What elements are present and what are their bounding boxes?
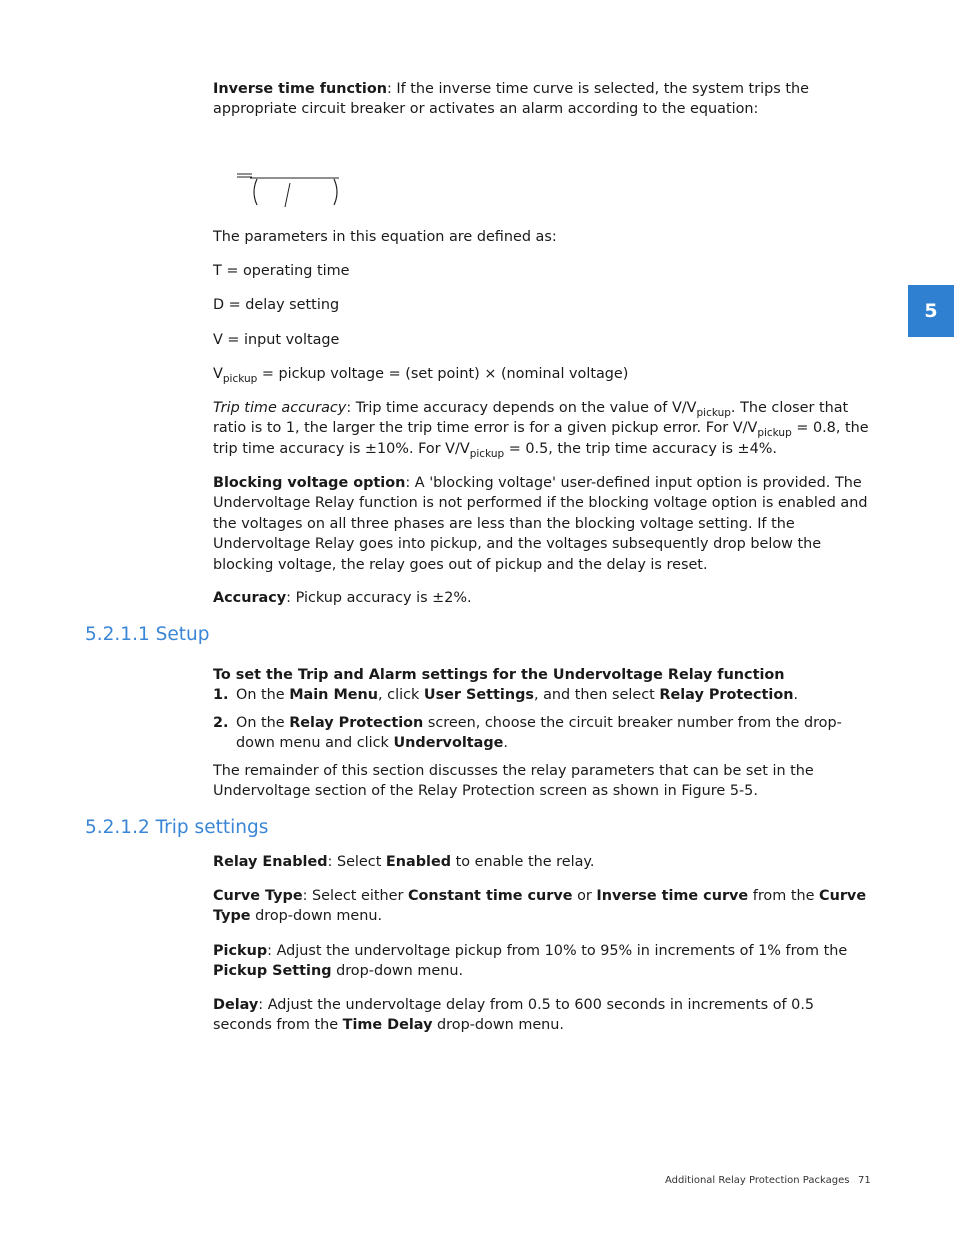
curve-type-constant: Constant time curve <box>407 888 573 904</box>
relay-enabled-b: Enabled <box>385 854 452 870</box>
setup-heading: 5.2.1.1 Setup <box>85 624 210 645</box>
vpickup-rest: = pickup voltage = (set point) × (nominal voltage) <box>257 366 629 382</box>
blocking-term: Blocking voltage option <box>213 475 406 491</box>
blocking-text: : A 'blocking voltage' user-defined input option is provided. The Undervoltage Relay function is not performed if the blocking voltage option is enabled and the voltages on all three phases are less than the blocking voltage setting. If the Undervoltage Relay goes into pickup, and the voltages subsequently drop below the blocking voltage, the relay goes out of pickup and the delay is reset. <box>213 475 868 573</box>
trip-accuracy-p4: = 0.5, the trip time accuracy is ±4%. <box>504 440 777 457</box>
curve-type-a: : Select either <box>302 888 408 904</box>
step-1-main-menu: Main Menu <box>289 687 379 703</box>
curve-type-inverse: Inverse time curve <box>596 888 749 904</box>
accuracy-term: Accuracy <box>213 590 287 606</box>
step-1-relay-protection: Relay Protection <box>659 687 794 703</box>
trip-accuracy-p3: = 0.8, the trip time accuracy is ±10%. For V/V <box>213 420 869 457</box>
curve-type-menu: Curve Type <box>213 888 867 925</box>
procedure-title <box>213 665 873 685</box>
relay-enabled-c: to enable the relay. <box>451 854 595 870</box>
curve-type-paragraph <box>213 886 873 927</box>
pickup-a: : Adjust the undervoltage pickup from 10% to 95% in increments of 1% from the <box>267 943 848 959</box>
vpickup-v: V <box>213 366 223 382</box>
inverse-term: Inverse time function <box>213 81 387 97</box>
pickup-term: Pickup <box>213 943 268 959</box>
relay-enabled-paragraph <box>213 852 873 872</box>
param-vpickup <box>213 364 873 384</box>
inverse-text: : If the inverse time curve is selected, the system trips the appropriate circuit breaker or activates an alarm according to the equation: <box>213 81 809 118</box>
trip-settings-heading: 5.2.1.2 Trip settings <box>85 817 269 838</box>
step-2-c: screen, choose the circuit breaker number from the drop-down menu and click <box>236 715 842 752</box>
curve-type-term: Curve Type <box>213 888 303 904</box>
step-2-d: . <box>503 735 508 752</box>
chapter-tab: 5 <box>908 285 954 337</box>
trip-accuracy-paragraph <box>213 398 873 459</box>
step-1-d: , and then select <box>533 687 660 703</box>
equation-graphic <box>232 165 347 210</box>
page-number: 71 <box>858 1175 871 1186</box>
trip-accuracy-term: Trip time accuracy <box>213 400 347 416</box>
step-1-c: , click <box>378 687 424 703</box>
accuracy-text: : Pickup accuracy is ±2%. <box>286 590 472 606</box>
step-1-number: 1. <box>213 687 229 703</box>
trip-accuracy-p2: . The closer that ratio is to 1, the larger the trip time error is for a given pickup error. For V/V <box>213 400 849 437</box>
pickup-c: drop-down menu. <box>331 963 464 980</box>
step-2-relay-protection: Relay Protection <box>289 715 424 731</box>
step-1-user-settings: User Settings <box>423 687 534 703</box>
inverse-time-paragraph <box>213 79 873 120</box>
step-2-a: On the <box>236 715 290 731</box>
procedure-title-text: To set the Trip and Alarm settings for the Undervoltage Relay function <box>213 667 785 683</box>
accuracy-paragraph <box>213 588 873 608</box>
pickup-setting: Pickup Setting <box>213 963 332 980</box>
relay-enabled-a: : Select <box>327 854 386 870</box>
blocking-voltage-paragraph <box>213 473 873 575</box>
footer-title: Additional Relay Protection Packages <box>665 1175 850 1186</box>
delay-term: Delay <box>213 997 259 1013</box>
vpickup-sub: pickup <box>222 373 258 385</box>
delay-paragraph <box>213 995 873 1036</box>
trip-accuracy-sub1: pickup <box>696 407 731 419</box>
step-2-number: 2. <box>213 715 229 731</box>
remainder-paragraph: The remainder of this section discusses the relay parameters that can be set in the Undervoltage section of the Relay Protection screen as shown in Figure 5-5. <box>213 763 814 800</box>
delay-time-delay: Time Delay <box>342 1017 433 1034</box>
param-d: D = delay setting <box>213 297 340 313</box>
step-2-undervoltage: Undervoltage <box>393 735 504 752</box>
pickup-paragraph <box>213 941 873 982</box>
step-1-e: . <box>793 687 799 703</box>
step-2 <box>213 713 873 754</box>
curve-type-c: or <box>572 888 597 904</box>
delay-c: drop-down menu. <box>432 1017 565 1034</box>
param-t: T = operating time <box>213 263 350 279</box>
param-v: V = input voltage <box>213 332 340 348</box>
trip-accuracy-sub2: pickup <box>757 427 792 440</box>
params-intro: The parameters in this equation are defined as: <box>213 229 557 245</box>
trip-accuracy-sub3: pickup <box>469 447 505 460</box>
curve-type-d: from the <box>748 888 820 904</box>
curve-type-e: drop-down menu. <box>250 908 383 925</box>
trip-accuracy-p1: : Trip time accuracy depends on the value of V/V <box>346 400 697 416</box>
step-1-a: On the <box>236 687 290 703</box>
step-1 <box>213 685 873 705</box>
delay-a: : Adjust the undervoltage delay from 0.5 to 600 seconds in increments of 0.5 seconds from the <box>213 997 815 1034</box>
relay-enabled-term: Relay Enabled <box>213 854 328 870</box>
